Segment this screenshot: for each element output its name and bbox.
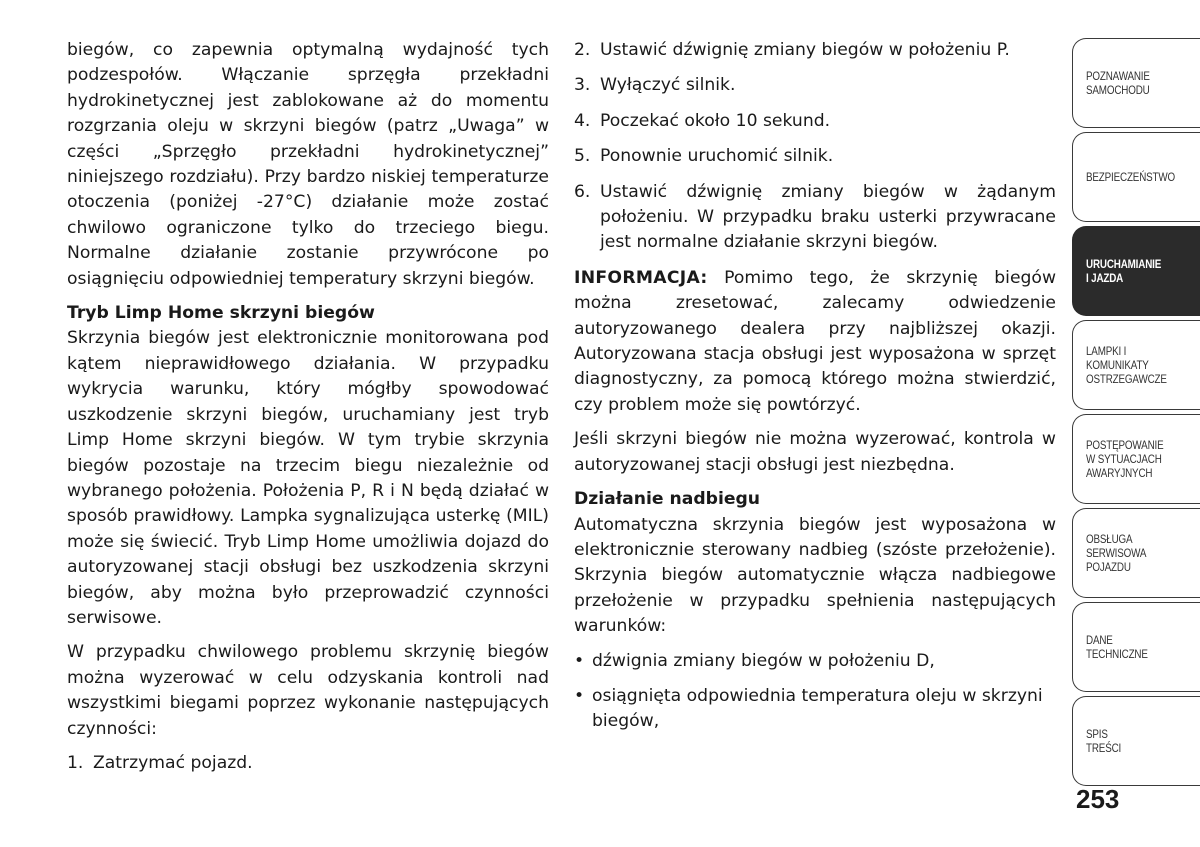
tab-label: SPIS TREŚCI [1086, 727, 1122, 755]
tab-spis-tresci[interactable] [1072, 696, 1200, 786]
paragraph-limp-home: Skrzynia biegów jest elektronicznie monitorowana pod kątem nieprawidłowego działania. W przypadku wykrycia warunku, który mógłby spowodować uszkodzenie skrzyni biegów, uruchamiany jest tryb Limp Home skrzyni biegów. W tym trybie skrzynia biegów pozostaje na trzecim biegu niezależnie od wybranego położenia. Położenia P, R i N będą działać w sposób prawidłowy. Lampka sygnalizująca usterkę (MIL) może się świecić. Tryb Limp Home umożliwia dojazd do autoryzowanej stacji obsługi bez uszkodzenia skrzyni biegów, aby można było przeprowadzić czynności serwisowe. [67, 328, 549, 628]
step-text: Ponownie uruchomić silnik. [600, 146, 834, 167]
bullet-mark: • [574, 650, 585, 671]
heading-overdrive: Działanie nadbiegu [574, 489, 761, 510]
tab-label: URUCHAMIANIE I JAZDA [1086, 257, 1162, 285]
page-number: 253 [1076, 784, 1120, 814]
step-number: 3. [574, 75, 591, 96]
step-item [574, 109, 1056, 134]
paragraph-engagement: biegów, co zapewnia optymalną wydajność tych podzespołów. Włączanie sprzęgła przekładni hydrokinetycznej jest zablokowane aż do momentu rozgrzania oleju w skrzyni biegów (patrz „Uwaga” w części „Sprzęgło przekładni hydrokinetycznej” niniejszego rozdziału). Przy bardzo niskiej temperaturze otoczenia (poniżej -27°C) działanie może zostać chwilowo ograniczone tylko do trzeciego biegu. Normalne działanie zostanie przywrócone po osiągnięciu odpowiedniej temperatury skrzyni biegów. [67, 40, 549, 289]
step-number: 1. [67, 752, 84, 773]
tab-label: LAMPKI I KOMUNIKATY OSTRZEGAWCZE [1086, 344, 1167, 386]
step-item [574, 73, 1056, 98]
tab-uruchamianie-i-jazda[interactable] [1072, 226, 1200, 316]
tab-lampki-i-komunikaty[interactable] [1072, 320, 1200, 410]
step-text: Ustawić dźwignię zmiany biegów w żądanym położeniu. W przypadku braku usterki przywracane jest normalne działanie skrzyni biegów. [600, 181, 1056, 253]
tab-label: DANE TECHNICZNE [1086, 633, 1148, 661]
bullet-text: osiągnięta odpowiednia temperatura oleju w skrzyni biegów, [592, 685, 1043, 732]
tab-label: POSTĘPOWANIE W SYTUACJACH AWARYJNYCH [1086, 438, 1164, 480]
step-text: Poczekać około 10 sekund. [600, 110, 831, 131]
step-number: 5. [574, 146, 591, 167]
paragraph-overdrive: Automatyczna skrzynia biegów jest wyposażona w elektronicznie sterowany nadbieg (szóste przełożenie). Skrzynia biegów automatycznie włącza nadbiegowe przełożenie w przypadku spełnienia następujących warunków: [574, 514, 1056, 637]
step-item [574, 180, 1056, 256]
bullet-text: dźwignia zmiany biegów w położeniu D, [592, 650, 935, 671]
list-item [574, 649, 1056, 674]
info-text: Pomimo tego, że skrzynię biegów można zresetować, zalecamy odwiedzenie autoryzowanego dealera przy najbliższej okazji. Autoryzowana stacja obsługi jest wyposażona w sprzęt diagnostyczny, za pomocą którego można stwierdzić, czy problem może się powtórzyć. [574, 267, 1056, 415]
info-label: INFORMACJA: [574, 267, 708, 288]
tab-poznawanie-samochodu[interactable] [1072, 38, 1200, 128]
bullet-mark: • [574, 685, 585, 706]
step-number: 2. [574, 40, 591, 60]
step-number: 6. [574, 181, 591, 202]
tab-obsluga-serwisowa[interactable] [1072, 508, 1200, 598]
overdrive-conditions [574, 649, 1056, 735]
tab-label: OBSŁUGA SERWISOWA POJAZDU [1086, 532, 1147, 574]
step-item [574, 144, 1056, 169]
list-item [574, 684, 1056, 735]
tab-dane-techniczne[interactable] [1072, 602, 1200, 692]
tab-label: POZNAWANIE SAMOCHODU [1086, 69, 1150, 97]
reset-steps-continued [574, 38, 1056, 256]
paragraph-reset: W przypadku chwilowego problemu skrzynię biegów można wyzerować w celu odzyskania kontroli nad wszystkimi biegami poprzez wykonanie następujących czynności: [67, 642, 549, 739]
left-column [67, 38, 549, 786]
step-item [67, 751, 549, 776]
tab-label: BEZPIECZEŃSTWO [1086, 170, 1176, 184]
chapter-tabs [1072, 38, 1200, 790]
step-item [574, 38, 1056, 63]
tab-bezpieczenstwo[interactable] [1072, 132, 1200, 222]
heading-limp-home: Tryb Limp Home skrzyni biegów [67, 303, 375, 324]
paragraph-control: Jeśli skrzyni biegów nie można wyzerować, kontrola w autoryzowanej stacji obsługi jest niezbędna. [574, 429, 1056, 475]
tab-postepowanie-awaryjne[interactable] [1072, 414, 1200, 504]
step-text: Wyłączyć silnik. [600, 75, 736, 96]
info-note [574, 266, 1056, 418]
right-column [574, 38, 1056, 745]
step-text: Ustawić dźwignię zmiany biegów w położeniu P. [600, 40, 1010, 60]
step-text: Zatrzymać pojazd. [93, 752, 253, 773]
reset-steps-start [67, 751, 549, 776]
step-number: 4. [574, 110, 591, 131]
